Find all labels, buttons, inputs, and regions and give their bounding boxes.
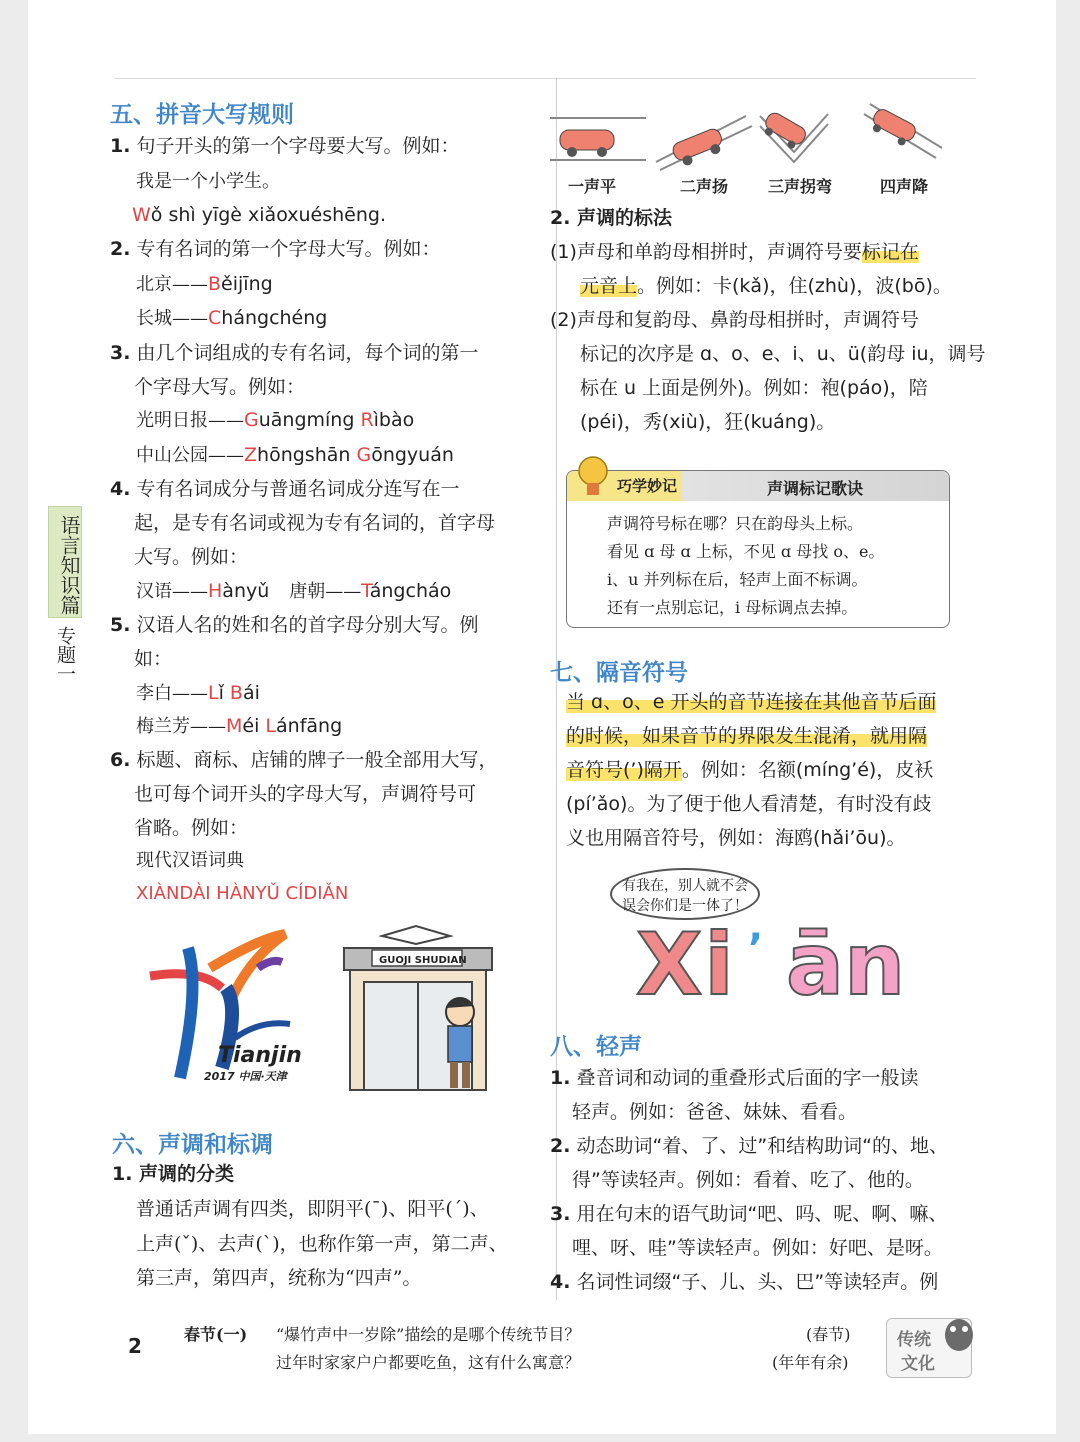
pinyin-capital: L: [265, 715, 277, 737]
mnemonic-line: 还有一点别忘记，i 母标调点去掉。: [607, 598, 858, 617]
rule-text-cont: 起，是专有名词或视为专有名词的，首字母: [134, 512, 496, 534]
example-line: [136, 272, 273, 297]
shop-sign-text: GUOJI SHUDIAN: [379, 955, 467, 966]
mnemonic-tag: 巧学妙记: [617, 477, 678, 495]
qing-rule-1: [550, 1066, 919, 1090]
xian-illustration: [636, 908, 916, 1008]
pinyin-rest: hángchéng: [221, 307, 328, 329]
example-pinyin-upper: XIÀNDÀI HÀNYǓ CÍDIǍN: [136, 883, 349, 904]
footer-label: 春节(一): [184, 1325, 248, 1344]
bookstore-illustration: [330, 924, 508, 1094]
apostrophe-mark: ’: [748, 926, 764, 972]
bubble-line: 误会你们是一体了！: [622, 898, 748, 914]
rule-text: 句子开头的第一个字母要大写。例如：: [136, 135, 460, 157]
paragraph-line: 上声(ˇ)、去声(ˋ)，也称作第一声，第二声、: [136, 1233, 508, 1255]
highlighted-text: 当 ɑ、o、e 开头的音节连接在其他音节后面: [566, 691, 937, 713]
paragraph-line: (péi)，秀(xiù)，狂(kuáng)。: [580, 411, 836, 433]
tianjin-logo: [140, 928, 310, 1088]
pinyin-rest: ìbào: [373, 409, 415, 431]
rule-text: 专有名词的第一个字母大写。例如：: [136, 238, 441, 260]
rule-6: [110, 748, 498, 772]
subsection-title: 2. 声调的标法: [550, 207, 673, 229]
top-rule: [114, 78, 976, 79]
rule-number: 2.: [110, 238, 131, 260]
rule-number: 3.: [110, 342, 131, 364]
pinyin-rest: éi: [242, 715, 266, 737]
pinyin-capital: L: [208, 682, 219, 704]
pinyin-capital: W: [132, 204, 151, 226]
pinyin-rest: ǐ: [218, 682, 230, 704]
paragraph-line: (2)声母和复韵母、鼻韵母相拼时，声调符号: [550, 309, 919, 331]
page-number: 2: [128, 1334, 142, 1358]
rule-number: 1.: [110, 135, 131, 157]
rule-text-cont: 个字母大写。例如：: [134, 376, 306, 398]
pinyin-capital: H: [208, 580, 223, 602]
rule-number: 4.: [110, 478, 131, 500]
pinyin-rest: ánfāng: [276, 715, 343, 737]
pinyin-capital: M: [226, 715, 243, 737]
rule-text: 名词性词缀“子、儿、头、巴”等读轻声。例: [576, 1271, 939, 1293]
rule-text-cont: 也可每个词开头的字母大写，声调符号可: [134, 783, 477, 805]
paragraph-line: (pí’ǎo)。为了便于他人看清楚，有时没有歧: [566, 793, 932, 815]
pinyin-rest: ángcháo: [369, 580, 452, 602]
example-line: [136, 306, 327, 331]
rule-text: 标题、商标、店铺的牌子一般全部用大写，: [136, 749, 498, 771]
rule-text: 专有名词成分与普通名词成分连写在一: [136, 478, 460, 500]
pinyin-capital: T: [361, 580, 370, 602]
paragraph-line: 标记的次序是 ɑ、o、e、i、u、ü(韵母 iu，调号: [580, 343, 986, 365]
rule-4: [110, 477, 460, 501]
footer-question-2: 过年时家家户户都要吃鱼，这有什么寓意？: [276, 1353, 581, 1372]
pinyin-rest: ǒ shì yīgè xiǎoxuéshēng.: [150, 204, 386, 226]
pinyin-rest: hōngshān: [257, 444, 357, 466]
qing-rule-4: [550, 1270, 938, 1294]
example-cn: 现代汉语词典: [136, 850, 244, 871]
mnemonic-line: 看见 ɑ 母 ɑ 上标，不见 ɑ 母找 o、e。: [607, 542, 885, 561]
pinyin-capital: R: [360, 409, 374, 431]
example-line: [136, 579, 451, 604]
section-7-title: 七、隔音符号: [550, 660, 688, 686]
paragraph-line: 第三声，第四声，统称为“四声”。: [136, 1267, 422, 1289]
pinyin-rest: ái: [242, 682, 260, 704]
example-cn: 北京——: [136, 274, 208, 295]
section-6-title: 六、声调和标调: [112, 1132, 273, 1158]
rule-number: 4.: [550, 1271, 571, 1293]
big-word-right: ān: [786, 915, 906, 1008]
rule-number: 6.: [110, 749, 131, 771]
text-run: (1)声母和单韵母相拼时，声调符号要: [550, 241, 862, 263]
rule-text-cont: 哩、呀、哇”等读轻声。例如：好吧、是呀。: [572, 1237, 943, 1259]
highlighted-text: 元音上: [580, 275, 638, 297]
big-word-left: Xi: [636, 915, 736, 1008]
highlighted-text: 标记在: [861, 241, 919, 263]
side-tab-sub: 专题一: [54, 626, 76, 683]
tone-label-4: 四声降: [880, 177, 929, 196]
mascot-icon: [939, 1309, 979, 1355]
mnemonic-line: i、u 并列标在后，轻声上面不标调。: [607, 570, 868, 589]
mnemonic-box: [566, 470, 950, 628]
rule-text: 汉语人名的姓和名的首字母分别大写。例: [136, 614, 479, 636]
example-cn: 唐朝——: [289, 581, 362, 602]
section-5-title: 五、拼音大写规则: [110, 102, 294, 128]
rule-3: [110, 341, 479, 365]
paragraph-line: [566, 724, 927, 748]
example-cn: 光明日报——: [136, 410, 244, 431]
example-line: [136, 714, 342, 739]
tone-label-2: 二声扬: [680, 177, 729, 196]
paragraph-line: [566, 758, 933, 782]
pinyin-capital: B: [208, 273, 222, 295]
rule-text-cont: 如：: [134, 648, 173, 670]
example-pinyin: [132, 203, 386, 227]
example-line: [136, 681, 260, 706]
qing-rule-3: [550, 1202, 947, 1226]
rule-number: 1.: [550, 1067, 571, 1089]
paragraph-line: 标在 u 上面是例外)。例如：袍(páo)，陪: [580, 377, 928, 399]
rule-1: [110, 134, 460, 158]
logo-subtext: 2017 中国·天津: [204, 1070, 287, 1083]
badge-line: 传统: [897, 1330, 931, 1350]
rule-5: [110, 613, 479, 637]
pinyin-capital: G: [356, 444, 372, 466]
pinyin-capital: G: [244, 409, 259, 431]
section-8-title: 八、轻声: [550, 1034, 642, 1060]
example-cn: 汉语——: [136, 581, 208, 602]
rule-number: 5.: [110, 614, 131, 636]
subsection-title: 1. 声调的分类: [112, 1163, 235, 1185]
side-tab: [44, 506, 84, 683]
pinyin-capital: C: [208, 307, 222, 329]
pinyin-rest: ěijīng: [221, 273, 273, 295]
text-run: 。例如：名额(míng’é)，皮袄: [681, 759, 934, 781]
tone-label-3: 三声拐弯: [768, 177, 833, 196]
rule-text-cont: 轻声。例如：爸爸、妹妹、看看。: [572, 1101, 858, 1123]
example-cn: 我是一个小学生。: [136, 171, 280, 192]
example-line: [136, 408, 414, 433]
tone-label-1: 一声平: [568, 177, 617, 196]
paragraph-line: [580, 274, 952, 298]
rule-text: 由几个词组成的专有名词，每个词的第一: [136, 342, 479, 364]
paragraph-line: [550, 240, 919, 264]
example-cn: 中山公园——: [136, 445, 244, 466]
pinyin-rest: ànyǔ: [222, 580, 270, 602]
example-cn: 李白——: [136, 683, 208, 704]
logo-text: Tianjin: [218, 1043, 302, 1068]
text-run: 。例如：卡(kǎ)，住(zhù)，波(bō)。: [637, 275, 952, 297]
rule-2: [110, 237, 441, 261]
rule-text: 用在句末的语气助词“吧、吗、呢、啊、嘛、: [576, 1203, 948, 1225]
rule-text-cont: 省略。例如：: [134, 817, 249, 839]
footer-answer-2: (年年有余): [772, 1353, 849, 1372]
rule-number: 3.: [550, 1203, 571, 1225]
paragraph-line: [566, 690, 936, 714]
pinyin-rest: uāngmíng: [258, 409, 361, 431]
rule-number: 2.: [550, 1135, 571, 1157]
highlighted-text: 音符号(’)隔开: [566, 759, 682, 781]
pinyin-rest: ōngyuán: [371, 444, 454, 466]
bubble-line: 有我在，别人就不会: [622, 878, 748, 894]
highlighted-text: 的时候，如果音节的界限发生混淆，就用隔: [566, 725, 928, 747]
example-cn: 梅兰芳——: [136, 716, 226, 737]
rule-text-cont: 得”等读轻声。例如：看着、吃了、他的。: [572, 1169, 924, 1191]
culture-badge: [886, 1318, 972, 1378]
rule-text: 动态助词“着、了、过”和结构助词“的、地、: [576, 1135, 949, 1157]
footer-answer-1: (春节): [806, 1325, 851, 1344]
qing-rule-2: [550, 1134, 948, 1158]
paragraph-line: 义也用隔音符号，例如：海鸥(hǎi’ōu)。: [566, 827, 906, 849]
rule-text: 叠音词和动词的重叠形式后面的字一般读: [576, 1067, 919, 1089]
paragraph-line: 普通话声调有四类，即阴平(ˉ)、阳平(ˊ)、: [136, 1198, 489, 1220]
example-cn: 长城——: [136, 308, 208, 329]
badge-line: 文化: [901, 1354, 935, 1374]
mnemonic-title: 声调标记歌诀: [767, 479, 864, 498]
bulb-character-icon: [573, 451, 613, 501]
rule-text-cont: 大写。例如：: [134, 546, 249, 568]
mnemonic-line: 声调符号标在哪？只在韵母头上标。: [607, 514, 864, 533]
example-line: [136, 443, 454, 468]
footer-question-1: “爆竹声中一岁除”描绘的是哪个传统节目？: [276, 1325, 581, 1344]
pinyin-capital: Z: [244, 444, 258, 466]
pinyin-capital: B: [229, 682, 243, 704]
side-tab-title: 语言知识篇: [48, 506, 82, 618]
